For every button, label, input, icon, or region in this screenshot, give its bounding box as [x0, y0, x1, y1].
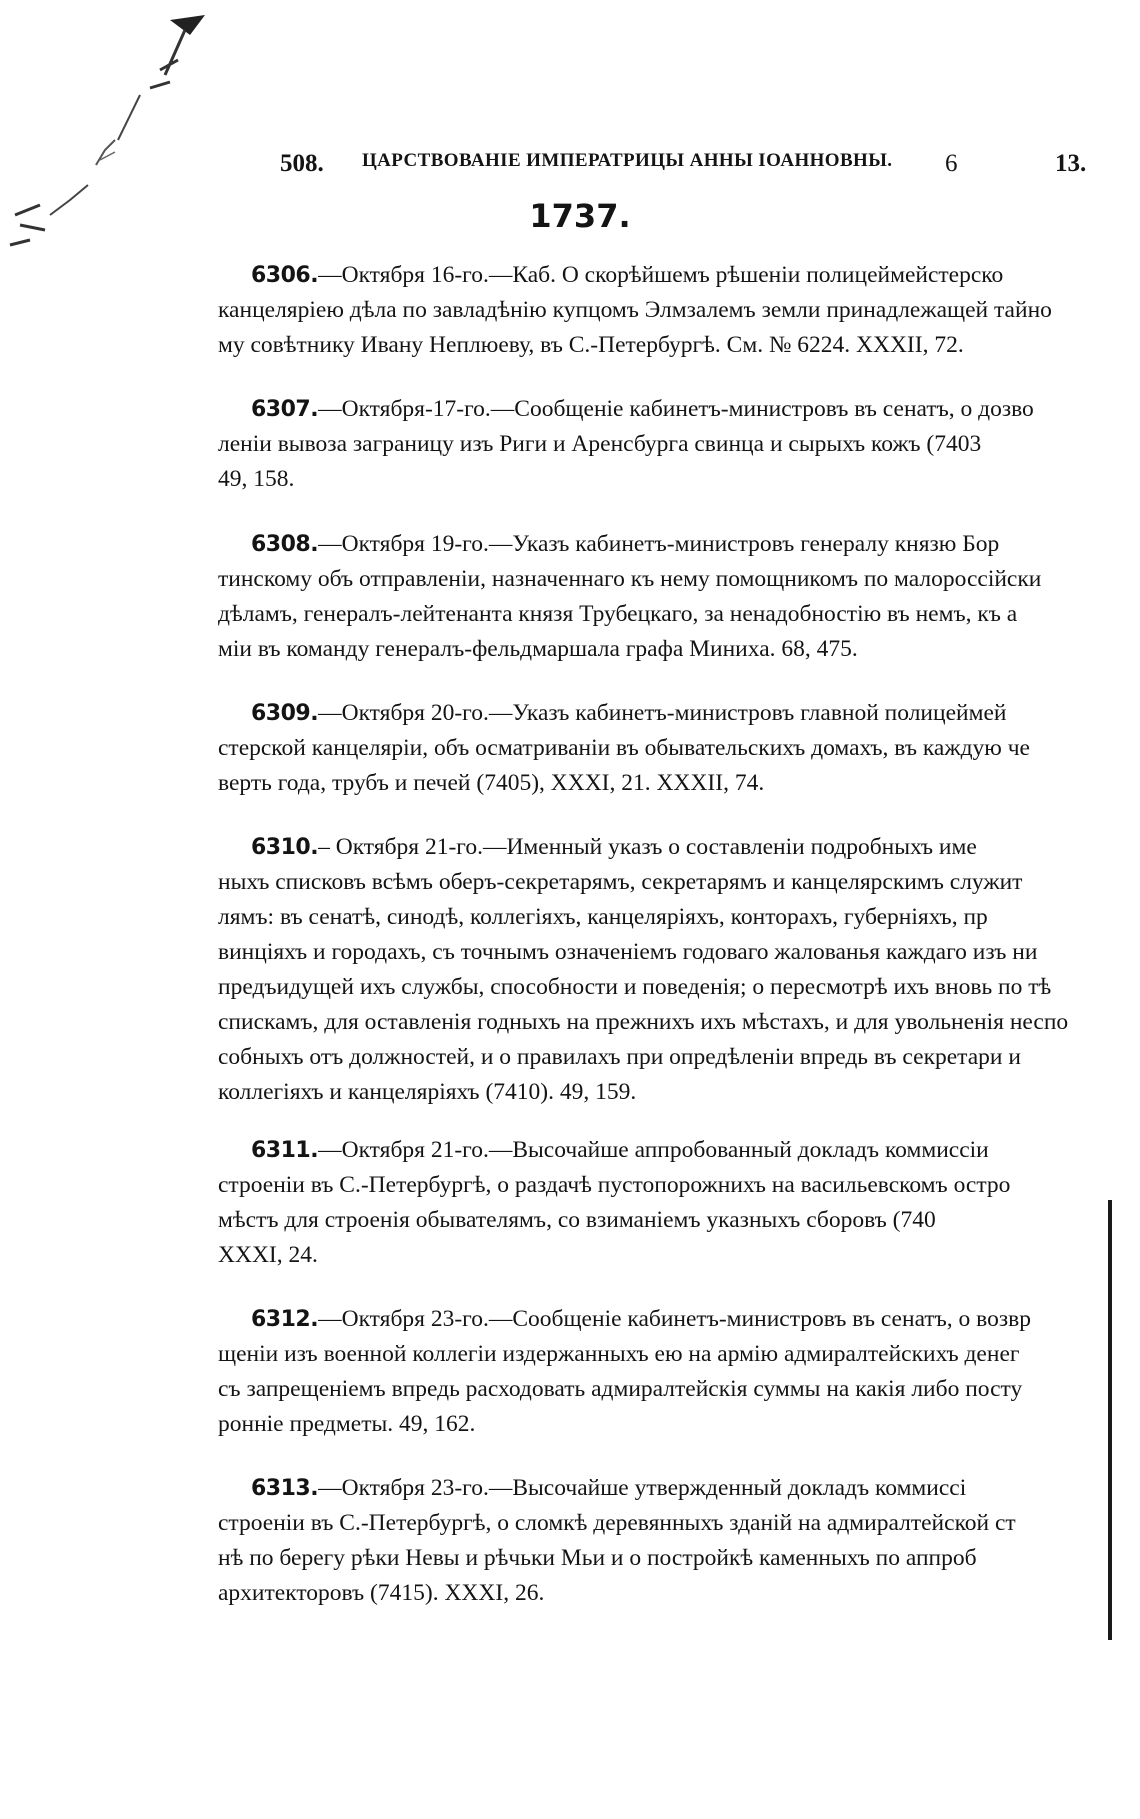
entry-line — [218, 293, 1103, 328]
entry-text: спискамъ, для оставленія годныхъ на прежнихъ ихъ мѣстахъ, и для увольненія неспо — [218, 1009, 1069, 1035]
entry-text: собныхъ отъ должностей, и о правилахъ при опредѣленіи впредь въ секретари и — [218, 1044, 1021, 1070]
entry-text: предъидущей ихъ службы, способности и поведенія; о пересмотрѣ ихъ вновь по тѣ — [218, 974, 1052, 1000]
entry-text: —Октября 21-го.—Высочайше аппробованный докладъ коммиссіи — [318, 1137, 989, 1163]
entry-line — [218, 1238, 1103, 1273]
entry-number: 6307. — [251, 397, 319, 422]
entry-line — [218, 1005, 1103, 1040]
entry-number: 6308. — [251, 532, 319, 557]
entry-text: лямъ: въ сенатѣ, синодѣ, коллегіяхъ, канцеляріяхъ, конторахъ, губерніяхъ, пр — [218, 904, 988, 930]
entry-line — [218, 935, 1103, 970]
law-entry — [218, 696, 1103, 801]
entry-text: – Октября 21-го.—Именный указъ о составленіи подробныхъ име — [318, 834, 977, 860]
entry-line — [218, 970, 1103, 1005]
entry-text: стерской канцеляріи, объ осматриваніи въ обывательскихъ домахъ, въ каждую че — [218, 735, 1030, 761]
entry-text: му совѣтнику Ивану Неплюеву, въ С.-Петербургѣ. См. № 6224. XXXII, 72. — [218, 332, 964, 358]
law-entry — [218, 1133, 1103, 1273]
entry-line — [218, 1337, 1103, 1372]
entry-line — [218, 830, 1103, 865]
entry-line — [218, 527, 1103, 562]
entry-line — [218, 632, 1103, 667]
entry-line — [218, 865, 1103, 900]
entry-line — [218, 597, 1103, 632]
entry-line — [218, 1372, 1103, 1407]
entry-line — [218, 731, 1103, 766]
running-head-title: ЦАРСТВОВАНІЕ ИМПЕРАТРИЦЫ АННЫ ІОАННОВНЫ. — [362, 150, 893, 171]
entry-line — [218, 562, 1103, 597]
entry-line — [218, 1576, 1103, 1611]
entry-text: ронніе предметы. 49, 162. — [218, 1411, 476, 1437]
entry-text: —Октября 23-го.—Высочайше утвержденный докладъ коммиссі — [318, 1475, 967, 1501]
entry-text: архитекторовъ (7415). XXXI, 26. — [218, 1580, 545, 1606]
entry-text: строеніи въ С.-Петербургѣ, о раздачѣ пустопорожнихъ на васильевскомъ остро — [218, 1172, 1011, 1198]
entry-line — [218, 1506, 1103, 1541]
entry-text: строеніи въ С.-Петербургѣ, о сломкѣ деревянныхъ зданій на адмиралтейской ст — [218, 1510, 1016, 1536]
entry-number: 6309. — [251, 701, 319, 726]
entry-text: мѣстъ для строенія обывателямъ, со взиманіемъ указныхъ сборовъ (740 — [218, 1207, 936, 1233]
entry-line — [218, 696, 1103, 731]
entry-line — [218, 462, 1103, 497]
entry-text: коллегіяхъ и канцеляріяхъ (7410). 49, 159. — [218, 1079, 637, 1105]
ink-scratch-marks — [0, 0, 230, 280]
entry-text: нѣ по берегу рѣки Невы и рѣчьки Мьи и о постройкѣ каменныхъ по аппроб — [218, 1545, 977, 1571]
entry-line — [218, 427, 1103, 462]
entry-number: 6313. — [251, 1476, 319, 1501]
entry-line — [218, 1302, 1103, 1337]
entry-text: —Октября-17-го.—Сообщеніе кабинетъ-министровъ въ сенатъ, о дозво — [318, 396, 1034, 422]
entry-text: леніи вывоза заграницу изъ Риги и Аренсбурга свинца и сырыхъ кожъ (7403 — [218, 431, 982, 457]
entry-line — [218, 1133, 1103, 1168]
entry-text: —Октября 16-го.—Каб. О скорѣйшемъ рѣшеніи полицеймейстерско — [318, 262, 1004, 288]
entry-text: XXXI, 24. — [218, 1242, 318, 1268]
law-entry — [218, 830, 1103, 1110]
entry-text: 49, 158. — [218, 466, 295, 492]
entry-text: съ запрещеніемъ впредь расходовать адмиралтейскія суммы на какія либо посту — [218, 1376, 1023, 1402]
law-entry — [218, 258, 1103, 363]
entry-text: дѣламъ, генералъ-лейтенанта князя Трубецкаго, за ненадобностію въ немъ, къ а — [218, 601, 1018, 627]
law-entry — [218, 392, 1103, 497]
volume-number: 6 — [945, 150, 958, 177]
entry-text: винціяхъ и городахъ, съ точнымъ означеніемъ годоваго жалованья каждаго изъ ни — [218, 939, 1038, 965]
entry-text: міи въ команду генералъ-фельдмаршала графа Миниха. 68, 475. — [218, 636, 858, 662]
entry-line — [218, 1075, 1103, 1110]
entry-number: 6311. — [251, 1138, 319, 1163]
law-entry — [218, 1471, 1103, 1611]
entry-number: 6312. — [251, 1307, 319, 1332]
entry-line — [218, 1203, 1103, 1238]
entry-line — [218, 1541, 1103, 1576]
entry-line — [218, 1407, 1103, 1442]
entry-line — [218, 392, 1103, 427]
entry-line — [218, 1168, 1103, 1203]
entry-line — [218, 1471, 1103, 1506]
entry-number: 6306. — [251, 263, 319, 288]
entry-text: —Октября 23-го.—Сообщеніе кабинетъ-министровъ въ сенатъ, о возвр — [318, 1306, 1031, 1332]
entry-text: верть года, трубъ и печей (7405), XXXI, 21. XXXII, 74. — [218, 770, 765, 796]
running-head — [280, 150, 1087, 184]
entry-line — [218, 258, 1103, 293]
law-entry — [218, 1302, 1103, 1442]
entry-text: щеніи изъ военной коллегіи издержанныхъ ею на армію адмиралтейскихъ денег — [218, 1341, 1020, 1367]
part-number: 13. — [1055, 150, 1087, 177]
entry-number: 6310. — [251, 835, 319, 860]
law-entry — [218, 527, 1103, 667]
entry-text: —Октября 20-го.—Указъ кабинетъ-министровъ главной полицеймей — [318, 700, 1007, 726]
entry-text: тинскому объ отправленіи, назначеннаго къ нему помощникомъ по малороссійски — [218, 566, 1042, 592]
entry-line — [218, 1040, 1103, 1075]
entry-line — [218, 900, 1103, 935]
entry-text: канцеляріею дѣла по завладѣнію купцомъ Элмзалемъ земли принадлежащей тайно — [218, 297, 1052, 323]
year-heading: 1737. — [529, 197, 631, 235]
entry-line — [218, 328, 1103, 363]
entry-text: ныхъ списковъ всѣмъ оберъ-секретарямъ, секретарямъ и канцелярскимъ служит — [218, 869, 1023, 895]
entry-text: —Октября 19-го.—Указъ кабинетъ-министровъ генералу князю Бор — [318, 531, 1000, 557]
entry-line — [218, 766, 1103, 801]
binding-edge-mark — [1108, 1200, 1112, 1640]
page-number: 508. — [280, 150, 324, 177]
